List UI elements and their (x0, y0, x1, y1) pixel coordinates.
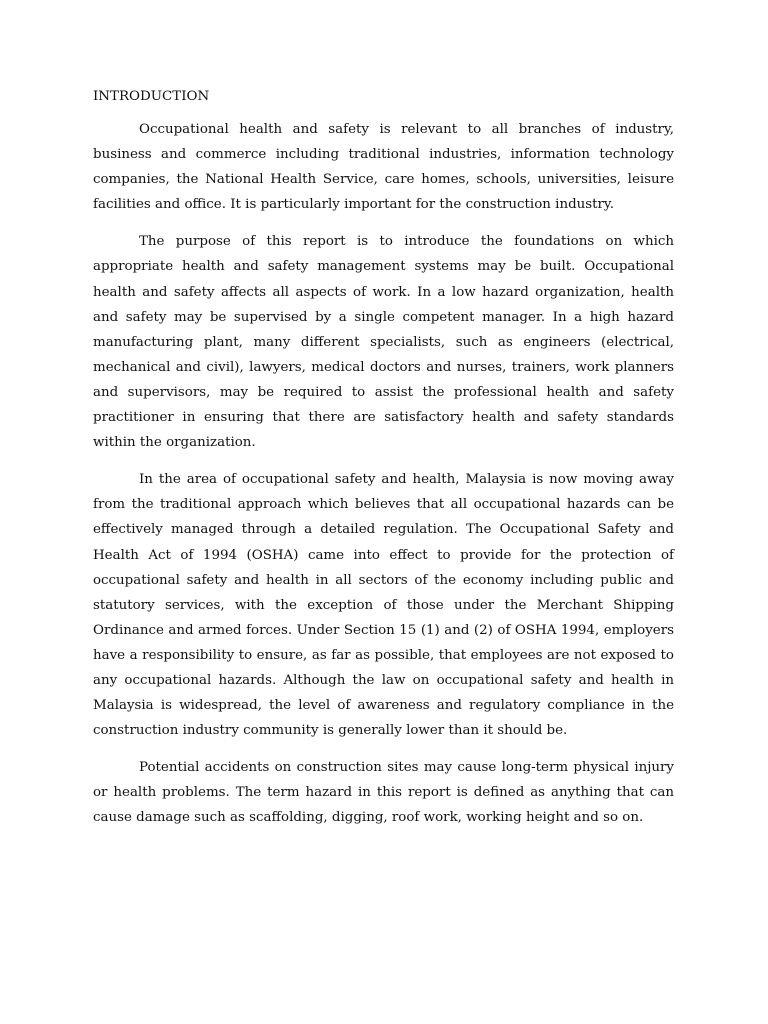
paragraph-4: Potential accidents on construction sites may cause long-term physical injury or health problems. The term hazard in this report is defined as anything that can cause damage such as scaffolding, digging, roof work, working height and so on. (93, 760, 674, 826)
section-heading: INTRODUCTION (93, 89, 210, 104)
paragraph-3: In the area of occupational safety and health, Malaysia is now moving away from the traditional approach which believes that all occupational hazards can be effectively managed through a detailed regulation. The Occupational Safety and Health Act of 1994 (OSHA) came into effect to provide for the protection of occupational safety and health in all sectors of the economy including public and statutory services, with the exception of those under the Merchant Shipping Ordinance and armed forces. Under Section 15 (1) and (2) of OSHA 1994, employers have a responsibility to ensure, as far as possible, that employees are not exposed to any occupational hazards. Although the law on occupational safety and health in Malaysia is widespread, the level of awareness and regulatory compliance in the construction industry community is generally lower than it should be. (93, 472, 674, 739)
paragraph-1: Occupational health and safety is relevant to all branches of industry, business and commerce including traditional industries, information technology companies, the National Health Service, care homes, schools, universities, leisure facilities and office. It is particularly important for the construction industry. (93, 122, 674, 213)
paragraph-2: The purpose of this report is to introduce the foundations on which appropriate health and safety management systems may be built. Occupational health and safety affects all aspects of work. In a low hazard organization, health and safety may be supervised by a single competent manager. In a high hazard manufacturing plant, many different specialists, such as engineers (electrical, mechanical and civil), lawyers, medical doctors and nurses, trainers, work planners and supervisors, may be required to assist the professional health and safety practitioner in ensuring that there are satisfactory health and safety standards within the organization. (93, 234, 674, 451)
document-body (93, 86, 674, 843)
